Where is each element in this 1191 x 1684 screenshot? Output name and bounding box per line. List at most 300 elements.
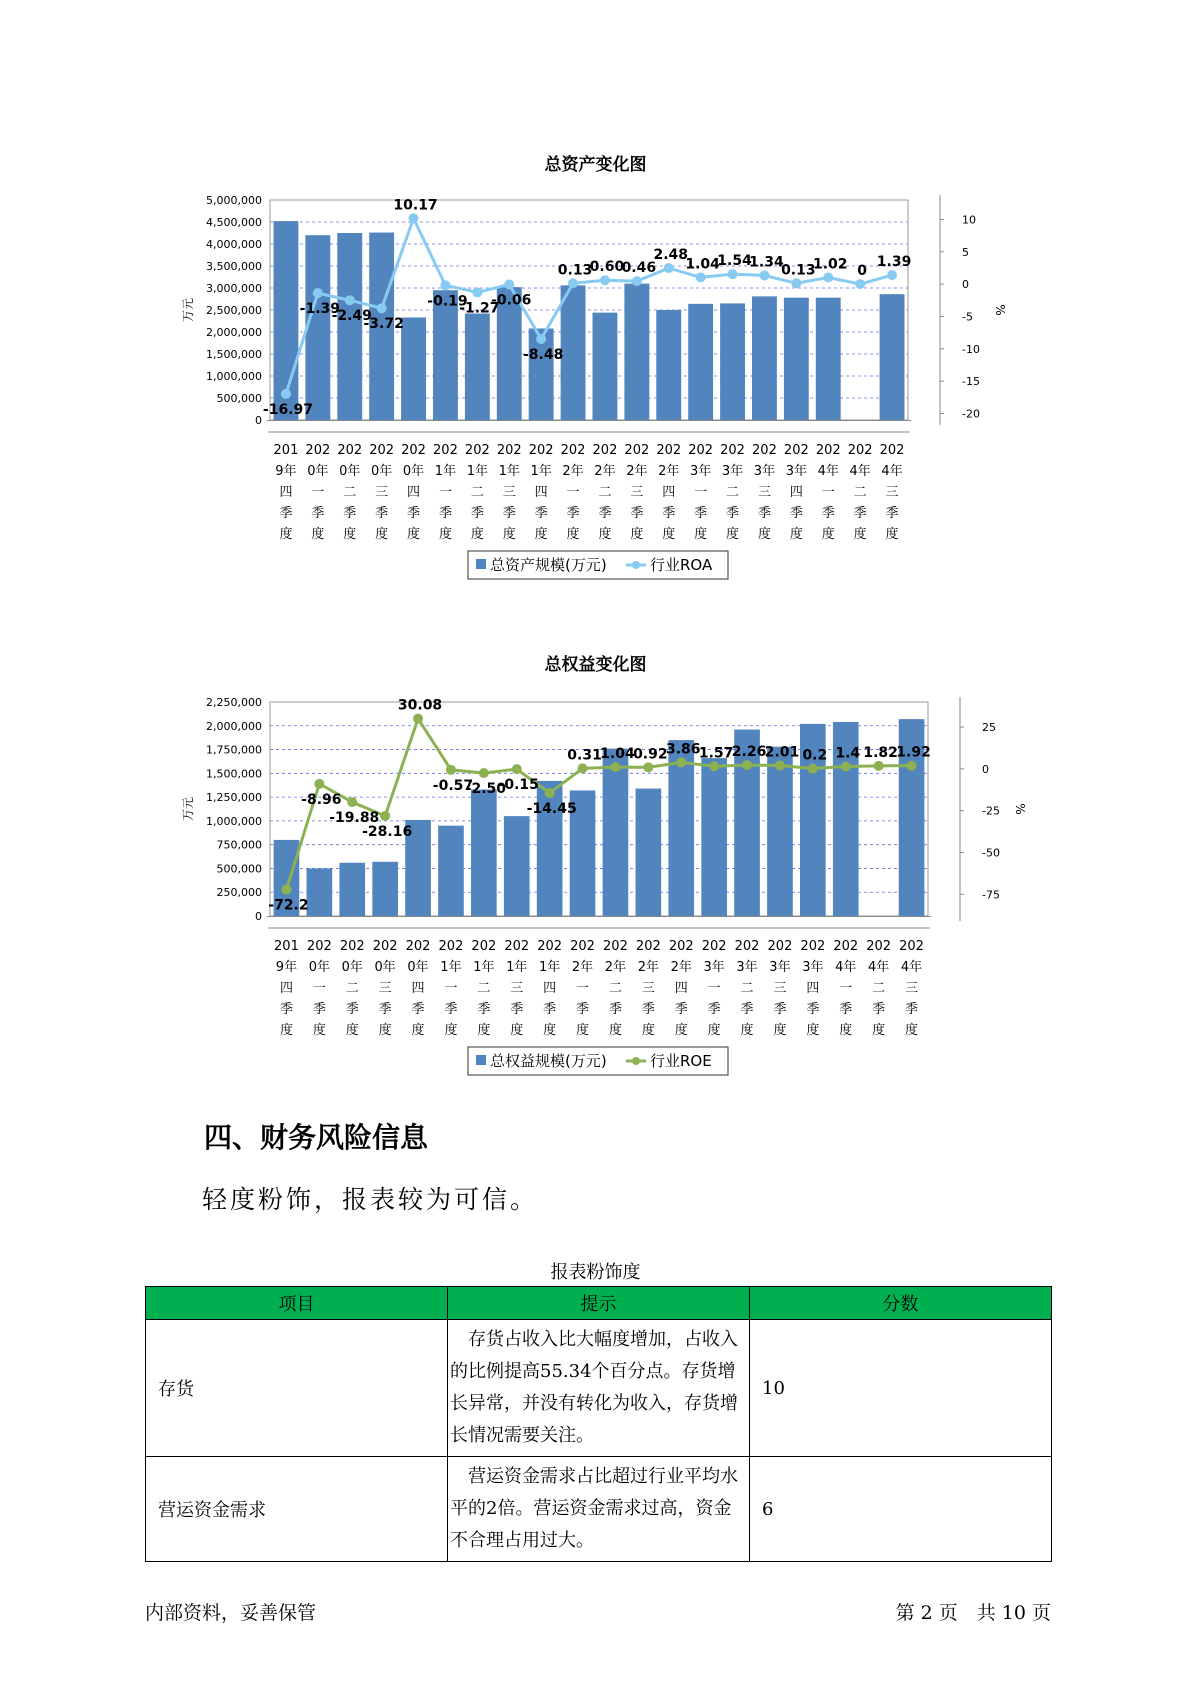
cell-score: 10 — [750, 1320, 1052, 1457]
x-tick-label: 202 — [401, 443, 426, 458]
x-tick-label: 季 — [853, 506, 867, 521]
y-tick-label: 250,000 — [216, 886, 262, 900]
line-point — [377, 303, 387, 313]
y-tick-label: 500,000 — [216, 862, 262, 876]
x-tick-label: 度 — [905, 1023, 919, 1038]
header-score: 分数 — [750, 1287, 1052, 1320]
x-tick-label: 度 — [608, 1023, 622, 1038]
line-point — [759, 270, 769, 280]
data-label: 0 — [857, 263, 868, 280]
x-tick-label: 二 — [740, 981, 754, 996]
line-point — [568, 278, 578, 288]
x-tick-label: 四 — [674, 981, 688, 996]
x-tick-label: 202 — [305, 443, 331, 458]
x-tick-label: 度 — [343, 527, 357, 542]
x-tick-label: 季 — [345, 1002, 359, 1017]
x-tick-label: 季 — [566, 506, 580, 521]
x-tick-label: 202 — [405, 939, 431, 954]
bar — [816, 298, 841, 420]
x-tick-label: 季 — [375, 506, 389, 521]
line-point — [446, 765, 456, 775]
x-tick-label: 四 — [407, 485, 421, 500]
table-row — [146, 1320, 1052, 1457]
footer-confidential: 内部资料，妥善保管 — [145, 1602, 317, 1624]
x-tick-label: 四 — [543, 981, 557, 996]
y2-tick-label: -10 — [962, 342, 980, 356]
data-label: 1.92 — [896, 744, 931, 761]
x-tick-label: 202 — [688, 443, 714, 458]
x-tick-label: 季 — [806, 1002, 820, 1017]
line-point — [775, 761, 785, 771]
x-tick-label: 度 — [740, 1023, 754, 1038]
x-tick-label: 3年 — [703, 960, 725, 975]
x-tick-label: 度 — [789, 527, 803, 542]
bar — [603, 749, 629, 916]
x-tick-label: 202 — [668, 939, 694, 954]
line-point — [409, 213, 419, 223]
x-tick-label: 1年 — [473, 960, 495, 975]
data-label: -0.06 — [491, 292, 532, 309]
data-label: -2.50 — [465, 781, 507, 798]
x-tick-label: 0年 — [374, 960, 396, 975]
x-tick-label: 季 — [470, 506, 484, 521]
data-label: 0.92 — [633, 746, 668, 763]
x-tick-label: 二 — [343, 485, 357, 500]
x-tick-label: 季 — [821, 506, 835, 521]
x-tick-label: 202 — [438, 939, 464, 954]
x-tick-label: 四 — [806, 981, 820, 996]
line-point — [440, 280, 450, 290]
x-tick-label: 度 — [279, 1023, 293, 1038]
x-tick-label: 202 — [528, 443, 554, 458]
x-tick-label: 1年 — [498, 464, 520, 479]
x-tick-label: 度 — [576, 1023, 590, 1038]
x-tick-label: 4年 — [817, 464, 839, 479]
y-tick-label: 0 — [255, 414, 262, 427]
y-tick-label: 1,500,000 — [206, 767, 262, 781]
line-point — [709, 761, 719, 771]
x-tick-label: 202 — [471, 939, 497, 954]
x-tick-label: 4年 — [900, 960, 923, 975]
data-label: 30.08 — [397, 697, 443, 714]
cell-score: 6 — [750, 1457, 1052, 1562]
line-point — [791, 278, 801, 288]
x-tick-label: 2年 — [637, 960, 659, 975]
cell-tip: 营运资金需求占比超过行业平均水平的2倍。营运资金需求过高，资金不合理占用过大。 — [448, 1457, 750, 1562]
bar — [624, 284, 649, 420]
data-label: 1.04 — [685, 256, 720, 273]
x-tick-label: 三 — [630, 485, 644, 500]
x-tick-label: 202 — [337, 443, 363, 458]
x-tick-label: 3年 — [690, 464, 712, 479]
x-tick-label: 度 — [773, 1023, 787, 1038]
x-tick-label: 202 — [603, 939, 628, 954]
bar — [701, 758, 727, 916]
y-tick-label: 2,250,000 — [206, 696, 262, 709]
y-tick-label: 4,500,000 — [206, 216, 262, 229]
y-tick-label: 1,000,000 — [206, 370, 262, 383]
x-tick-label: 202 — [464, 443, 490, 458]
data-label: -8.48 — [522, 346, 564, 363]
x-tick-label: 季 — [872, 1002, 886, 1017]
x-tick-label: 二 — [470, 485, 484, 500]
bar — [636, 789, 662, 916]
x-tick-label: 0年 — [371, 464, 393, 479]
risk-table — [145, 1286, 1052, 1562]
line-point — [512, 764, 522, 774]
data-label: 2.48 — [653, 247, 689, 264]
x-tick-label: 度 — [477, 1023, 491, 1038]
x-tick-label: 季 — [885, 506, 899, 521]
data-label: 0.2 — [802, 747, 828, 764]
data-label: -3.72 — [363, 316, 404, 333]
line-point — [281, 885, 291, 895]
data-label: -2.49 — [331, 308, 372, 325]
x-tick-label: 度 — [510, 1023, 524, 1038]
header-item: 项目 — [146, 1287, 448, 1320]
x-tick-label: 度 — [444, 1023, 458, 1038]
x-tick-label: 度 — [502, 527, 516, 542]
x-tick-label: 季 — [641, 1002, 655, 1017]
bar — [880, 294, 905, 420]
data-label: 1.54 — [717, 253, 752, 270]
x-tick-label: 度 — [757, 527, 771, 542]
x-tick-label: 三 — [773, 981, 787, 996]
y2-tick-label: 5 — [962, 245, 969, 259]
section-heading: 四、财务风险信息 — [204, 1121, 429, 1154]
data-label: 0.31 — [567, 747, 602, 764]
table-row — [146, 1457, 1052, 1562]
line-point — [696, 272, 706, 282]
x-tick-label: 202 — [734, 939, 760, 954]
bar — [688, 304, 713, 420]
data-label: 10.17 — [393, 197, 438, 214]
y2-tick-label: -50 — [982, 846, 1000, 860]
data-label: 0.60 — [589, 259, 625, 276]
x-tick-label: 季 — [438, 506, 452, 521]
x-tick-label: 季 — [407, 506, 421, 521]
line-point — [413, 714, 423, 724]
x-tick-label: 度 — [311, 527, 325, 542]
y-tick-label: 4,000,000 — [206, 238, 262, 251]
x-tick-label: 二 — [345, 981, 359, 996]
y-tick-label: 1,000,000 — [206, 814, 262, 828]
x-tick-label: 度 — [312, 1023, 326, 1038]
x-tick-label: 4年 — [868, 960, 890, 975]
table-caption: 报表粉饰度 — [550, 1262, 641, 1283]
x-tick-label: 1年 — [466, 464, 488, 479]
data-label: 1.39 — [876, 254, 912, 271]
line-point — [600, 275, 610, 285]
x-tick-label: 0年 — [339, 464, 361, 479]
x-tick-label: 度 — [674, 1023, 688, 1038]
x-tick-label: 季 — [444, 1002, 458, 1017]
line-point — [479, 768, 489, 778]
x-tick-label: 一 — [821, 485, 835, 500]
bar — [433, 290, 458, 420]
data-label: -0.15 — [498, 777, 539, 794]
y2-tick-label: -15 — [962, 375, 980, 389]
y-tick-label: 500,000 — [216, 392, 262, 405]
x-tick-label: 三 — [641, 981, 655, 996]
line-point — [610, 762, 620, 772]
x-tick-label: 度 — [806, 1023, 820, 1038]
data-label: -1.39 — [299, 301, 341, 318]
y-tick-label: 2,500,000 — [206, 304, 262, 317]
x-tick-label: 度 — [543, 1023, 557, 1038]
x-tick-label: 1年 — [539, 960, 561, 975]
x-tick-label: 3年 — [736, 960, 758, 975]
y2-tick-label: -75 — [982, 888, 1000, 902]
x-tick-label: 202 — [635, 939, 661, 954]
bar — [752, 296, 777, 420]
data-label: 0.13 — [781, 262, 816, 279]
x-tick-label: 201 — [273, 443, 299, 458]
x-tick-label: 202 — [866, 939, 892, 954]
legend-line-marker — [632, 1057, 640, 1065]
chart-2-title: 总权益变化图 — [544, 655, 647, 675]
x-tick-label: 季 — [411, 1002, 425, 1017]
data-label: 0.46 — [621, 260, 657, 277]
x-tick-label: 度 — [378, 1023, 392, 1038]
x-tick-label: 三 — [375, 485, 389, 500]
x-tick-label: 一 — [566, 485, 580, 500]
data-label: 1.82 — [863, 744, 898, 761]
data-label: 1.04 — [600, 746, 635, 763]
x-tick-label: 202 — [372, 939, 398, 954]
x-tick-label: 202 — [899, 939, 924, 954]
bar — [784, 298, 809, 420]
data-label: -8.96 — [301, 791, 342, 808]
x-tick-label: 202 — [767, 939, 793, 954]
y-tick-label: 2,000,000 — [206, 326, 262, 339]
data-label: 2.01 — [764, 744, 800, 761]
x-tick-label: 季 — [905, 1002, 919, 1017]
x-tick-label: 季 — [839, 1002, 853, 1017]
x-tick-label: 202 — [433, 443, 458, 458]
x-tick-label: 三 — [905, 981, 919, 996]
x-tick-label: 度 — [438, 527, 452, 542]
line-point — [887, 270, 897, 280]
x-tick-label: 度 — [470, 527, 484, 542]
x-tick-label: 202 — [815, 443, 841, 458]
x-tick-label: 202 — [624, 443, 650, 458]
x-tick-label: 0年 — [308, 960, 330, 975]
bar — [561, 285, 586, 420]
y2-tick-label: 0 — [962, 278, 969, 292]
x-tick-label: 季 — [726, 506, 740, 521]
bar — [593, 313, 618, 420]
line-point — [742, 760, 752, 770]
bar — [307, 868, 333, 916]
x-tick-label: 度 — [853, 527, 867, 542]
x-tick-label: 二 — [608, 981, 622, 996]
x-tick-label: 季 — [378, 1002, 392, 1017]
data-label: -72.2 — [268, 897, 309, 914]
y-tick-label: 3,500,000 — [206, 260, 262, 273]
x-tick-label: 季 — [510, 1002, 524, 1017]
x-tick-label: 季 — [740, 1002, 754, 1017]
legend-bar-swatch — [476, 559, 486, 569]
bar — [471, 790, 497, 916]
line-point — [345, 295, 355, 305]
y2-axis-title: % — [1013, 803, 1027, 815]
line-point — [314, 779, 324, 789]
x-tick-label: 201 — [274, 939, 299, 954]
y-axis-title: 万元 — [181, 796, 195, 822]
x-tick-label: 202 — [592, 443, 618, 458]
chart-1-title: 总资产变化图 — [544, 155, 647, 175]
line-point — [823, 273, 833, 283]
x-tick-label: 季 — [694, 506, 708, 521]
x-tick-label: 季 — [757, 506, 771, 521]
x-tick-label: 四 — [279, 485, 293, 500]
x-tick-label: 三 — [885, 485, 899, 500]
data-label: 2.26 — [731, 744, 767, 761]
x-tick-label: 2年 — [562, 464, 584, 479]
line-point — [380, 811, 390, 821]
data-label: 3.86 — [665, 741, 701, 758]
x-tick-label: 度 — [407, 527, 421, 542]
line-point — [643, 762, 653, 772]
x-tick-label: 4年 — [881, 464, 903, 479]
y-tick-label: 2,000,000 — [206, 719, 262, 733]
x-tick-label: 度 — [279, 527, 293, 542]
x-tick-label: 2年 — [626, 464, 648, 479]
footer-page-number: 第 2 页 共 10 页 — [895, 1602, 1051, 1624]
y-axis-title: 万元 — [181, 297, 195, 323]
bar — [720, 303, 745, 420]
x-tick-label: 度 — [662, 527, 676, 542]
x-tick-label: 季 — [773, 1002, 787, 1017]
x-tick-label: 9年 — [275, 960, 298, 975]
bar — [767, 747, 793, 916]
bar — [656, 310, 681, 420]
x-tick-label: 1年 — [530, 464, 552, 479]
data-label: 1.57 — [698, 745, 734, 762]
bar — [372, 862, 398, 916]
x-tick-label: 度 — [707, 1023, 721, 1038]
x-tick-label: 季 — [312, 1002, 326, 1017]
x-tick-label: 202 — [496, 443, 522, 458]
x-tick-label: 一 — [839, 981, 853, 996]
data-label: -19.88 — [329, 810, 380, 827]
y2-tick-label: -25 — [982, 804, 1000, 818]
x-tick-label: 202 — [720, 443, 745, 458]
x-tick-label: 202 — [537, 939, 563, 954]
x-tick-label: 三 — [510, 981, 524, 996]
x-tick-label: 202 — [504, 939, 530, 954]
x-tick-label: 度 — [726, 527, 740, 542]
x-tick-label: 202 — [833, 939, 859, 954]
line-point — [281, 389, 291, 399]
x-tick-label: 3年 — [753, 464, 776, 479]
x-tick-label: 202 — [306, 939, 332, 954]
bar — [438, 826, 464, 916]
y-tick-label: 1,750,000 — [206, 743, 262, 757]
line-point — [664, 263, 674, 273]
x-tick-label: 季 — [543, 1002, 557, 1017]
x-tick-label: 一 — [438, 485, 452, 500]
y2-tick-label: -20 — [962, 407, 980, 421]
x-tick-label: 二 — [598, 485, 612, 500]
header-tip: 提示 — [448, 1287, 750, 1320]
data-label: 0.13 — [557, 262, 593, 279]
x-tick-label: 4年 — [835, 960, 857, 975]
x-tick-label: 季 — [343, 506, 357, 521]
x-tick-label: 2年 — [658, 464, 680, 479]
x-tick-label: 季 — [608, 1002, 622, 1017]
x-tick-label: 季 — [279, 1002, 293, 1017]
x-tick-label: 3年 — [785, 464, 807, 479]
line-point — [855, 279, 865, 289]
x-tick-label: 一 — [576, 981, 590, 996]
y-tick-label: 3,000,000 — [206, 282, 262, 295]
x-tick-label: 202 — [701, 939, 727, 954]
x-tick-label: 0年 — [407, 960, 429, 975]
x-tick-label: 度 — [630, 527, 644, 542]
x-tick-label: 季 — [662, 506, 676, 521]
bar — [337, 233, 362, 420]
total-equity-chart — [0, 680, 1191, 1100]
x-tick-label: 四 — [279, 981, 293, 996]
y2-tick-label: -5 — [962, 310, 973, 324]
x-tick-label: 度 — [839, 1023, 853, 1038]
line-point — [578, 763, 588, 773]
x-tick-label: 3年 — [802, 960, 824, 975]
y2-tick-label: 0 — [982, 762, 989, 776]
x-tick-label: 2年 — [594, 464, 616, 479]
legend-line-label: 行业ROE — [650, 1052, 712, 1070]
x-tick-label: 202 — [783, 443, 809, 458]
x-tick-label: 度 — [375, 527, 389, 542]
x-tick-label: 202 — [339, 939, 365, 954]
x-tick-label: 2年 — [670, 960, 692, 975]
line-point — [907, 761, 917, 771]
x-tick-label: 0年 — [341, 960, 363, 975]
cell-tip: 存货占收入比大幅度增加，占收入的比例提高55.34个百分点。存货增长异常，并没有转化为收入，存货增长情况需要关注。 — [448, 1320, 750, 1457]
x-tick-label: 季 — [534, 506, 548, 521]
legend-line-label: 行业ROA — [650, 556, 713, 574]
x-tick-label: 202 — [560, 443, 586, 458]
x-tick-label: 3年 — [769, 960, 791, 975]
line-point — [472, 287, 482, 297]
x-tick-label: 1年 — [506, 960, 528, 975]
x-tick-label: 202 — [847, 443, 873, 458]
x-tick-label: 季 — [576, 1002, 590, 1017]
x-tick-label: 度 — [641, 1023, 655, 1038]
conclusion-text: 轻度粉饰，报表较为可信。 — [202, 1185, 539, 1214]
legend-bar-label: 总权益规模(万元) — [490, 1052, 607, 1070]
x-tick-label: 季 — [279, 506, 293, 521]
x-tick-label: 二 — [853, 485, 867, 500]
x-tick-label: 2年 — [604, 960, 627, 975]
x-tick-label: 一 — [707, 981, 721, 996]
cell-item: 营运资金需求 — [146, 1457, 448, 1562]
x-tick-label: 季 — [477, 1002, 491, 1017]
data-label: -14.45 — [526, 801, 577, 818]
cell-item: 存货 — [146, 1320, 448, 1457]
x-tick-label: 季 — [502, 506, 516, 521]
total-assets-chart — [0, 180, 1191, 600]
x-tick-label: 季 — [674, 1002, 688, 1017]
x-tick-label: 202 — [879, 443, 905, 458]
table-header-row — [146, 1287, 1052, 1320]
bar — [504, 816, 530, 916]
x-tick-label: 度 — [821, 527, 835, 542]
x-tick-label: 四 — [662, 485, 676, 500]
x-tick-label: 三 — [502, 485, 516, 500]
